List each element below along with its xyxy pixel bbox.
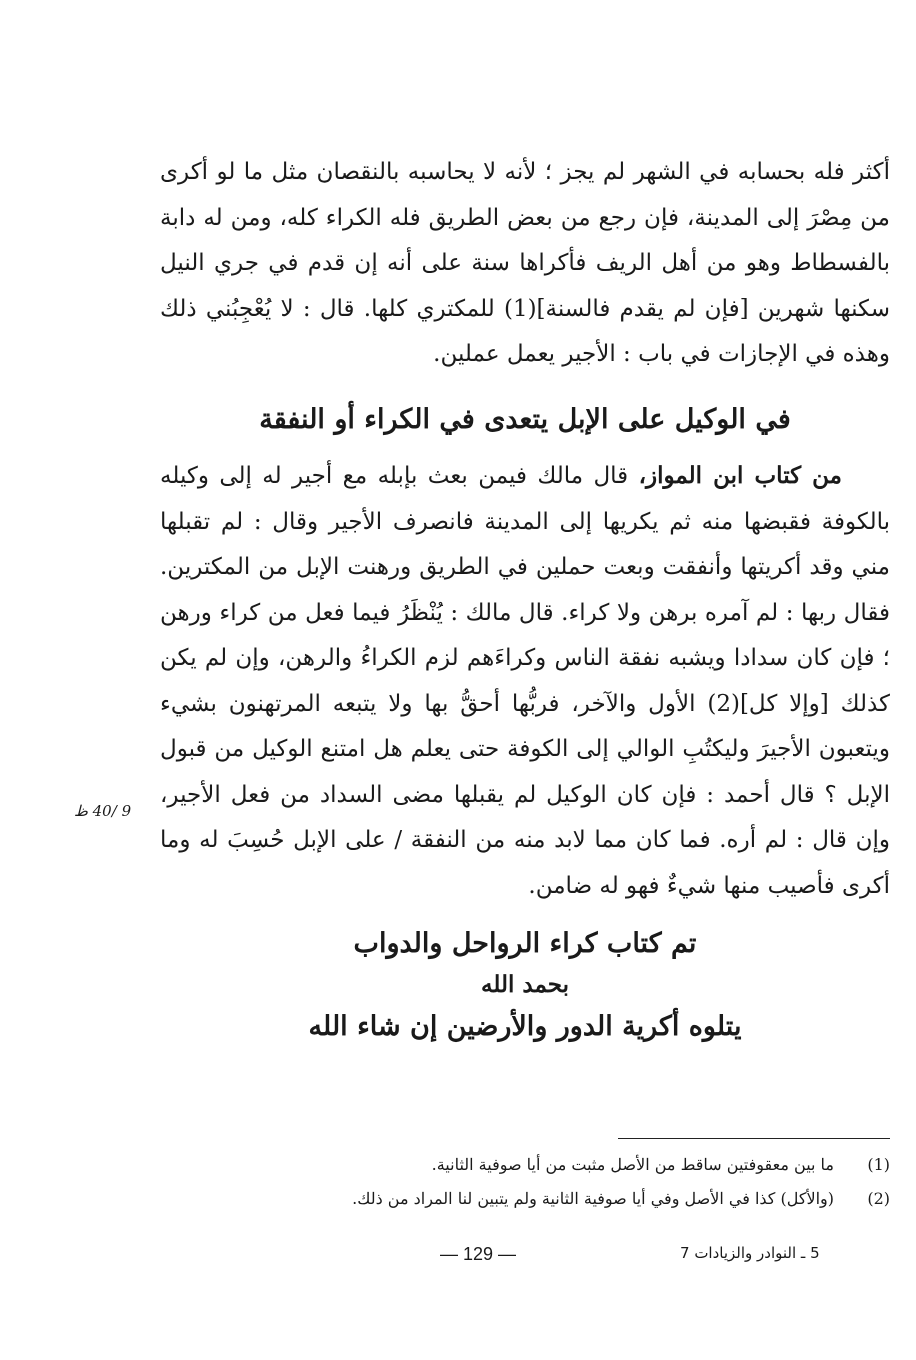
colophon-line: بحمد الله (481, 971, 569, 998)
footnote (160, 1148, 890, 1182)
colophon-line: يتلوه أكرية الدور والأرضين إن شاء الله (308, 1011, 742, 1042)
paragraph-text: أكثر فله بحسابه في الشهر لم يجز ؛ لأنه لا يحاسبه بالنقصان مثل ما لو أكرى من مِصْرَ إلى المدينة، فإن رجع من بعض الطريق فله الكراء كله، ومن له دابة بالفسطاط وهو من أهل الريف فأكراها سنة على أنه إن قدم في جري النيل سكنها شهرين [فإن لم يقدم فالسنة](1) للمكتري كلها. قال : لا يُعْجِبُني ذلك وهذه في الإجازات في باب : الأجير يعمل عملين. (160, 159, 891, 367)
margin-folio-note: 9 /40 ظ (74, 802, 132, 820)
page-number: — 129 — (440, 1244, 517, 1264)
footnotes (160, 1148, 890, 1216)
footnote-number: (1) (867, 1155, 890, 1174)
paragraph-lead: من كتاب ابن المواز، (638, 462, 842, 489)
colophon (160, 922, 890, 1048)
body-paragraph (160, 453, 890, 909)
colophon-line: تم كتاب كراء الرواحل والدواب (353, 928, 697, 959)
book-reference: 5 ـ النوادر والزيادات 7 (680, 1244, 820, 1262)
section-heading: في الوكيل على الإبل يتعدى في الكراء أو النفقة (259, 404, 791, 435)
footnote-text: ما بين معقوفتين ساقط من الأصل مثبت من أيا صوفية الثانية. (431, 1155, 834, 1174)
paragraph-text: قال مالك فيمن بعث بإبله مع أجير له إلى وكيله بالكوفة فقبضها منه ثم يكريها إلى المدينة فانصرف الأجير وقال : لم تقبلها مني وقد أكريتها وأنفقت وبعت حملين في الطريق ورهنت الإبل من المكترين. فقال ربها : لم آمره برهن ولا كراء. قال مالك : يُنْظَرُ فيما فعل من كراء ورهن ؛ فإن كان سدادا ويشبه نفقة الناس وكراءَهم لزم الكراءُ والرهن، وإن لم يكن كذلك [وإلا كل](2) الأول والآخر، فربُّها أحقُّ بها ولا يتبعه المرتهنون بشيء ويتعبون الأجيرَ وليكتُبِ الوالي إلى الكوفة حتى يعلم هل امتنع الوكيل من قبول الإبل ؟ قال أحمد : فإن كان الوكيل لم يقبلها مضى السداد من فعل الأجير، وإن قال : لم أره. فما كان مما لابد منه من النفقة / على الإبل حُسِبَ له وما أكرى فأصيب منها شيءٌ فهو له ضامن. (160, 463, 890, 899)
footnote (160, 1182, 890, 1216)
footnote-text: (والأكل) كذا في الأصل وفي أيا صوفية الثانية ولم يتبين لنا المراد من ذلك. (352, 1189, 834, 1208)
body-paragraph (160, 150, 890, 378)
footnote-number: (2) (867, 1189, 890, 1208)
footnote-separator (618, 1138, 890, 1139)
